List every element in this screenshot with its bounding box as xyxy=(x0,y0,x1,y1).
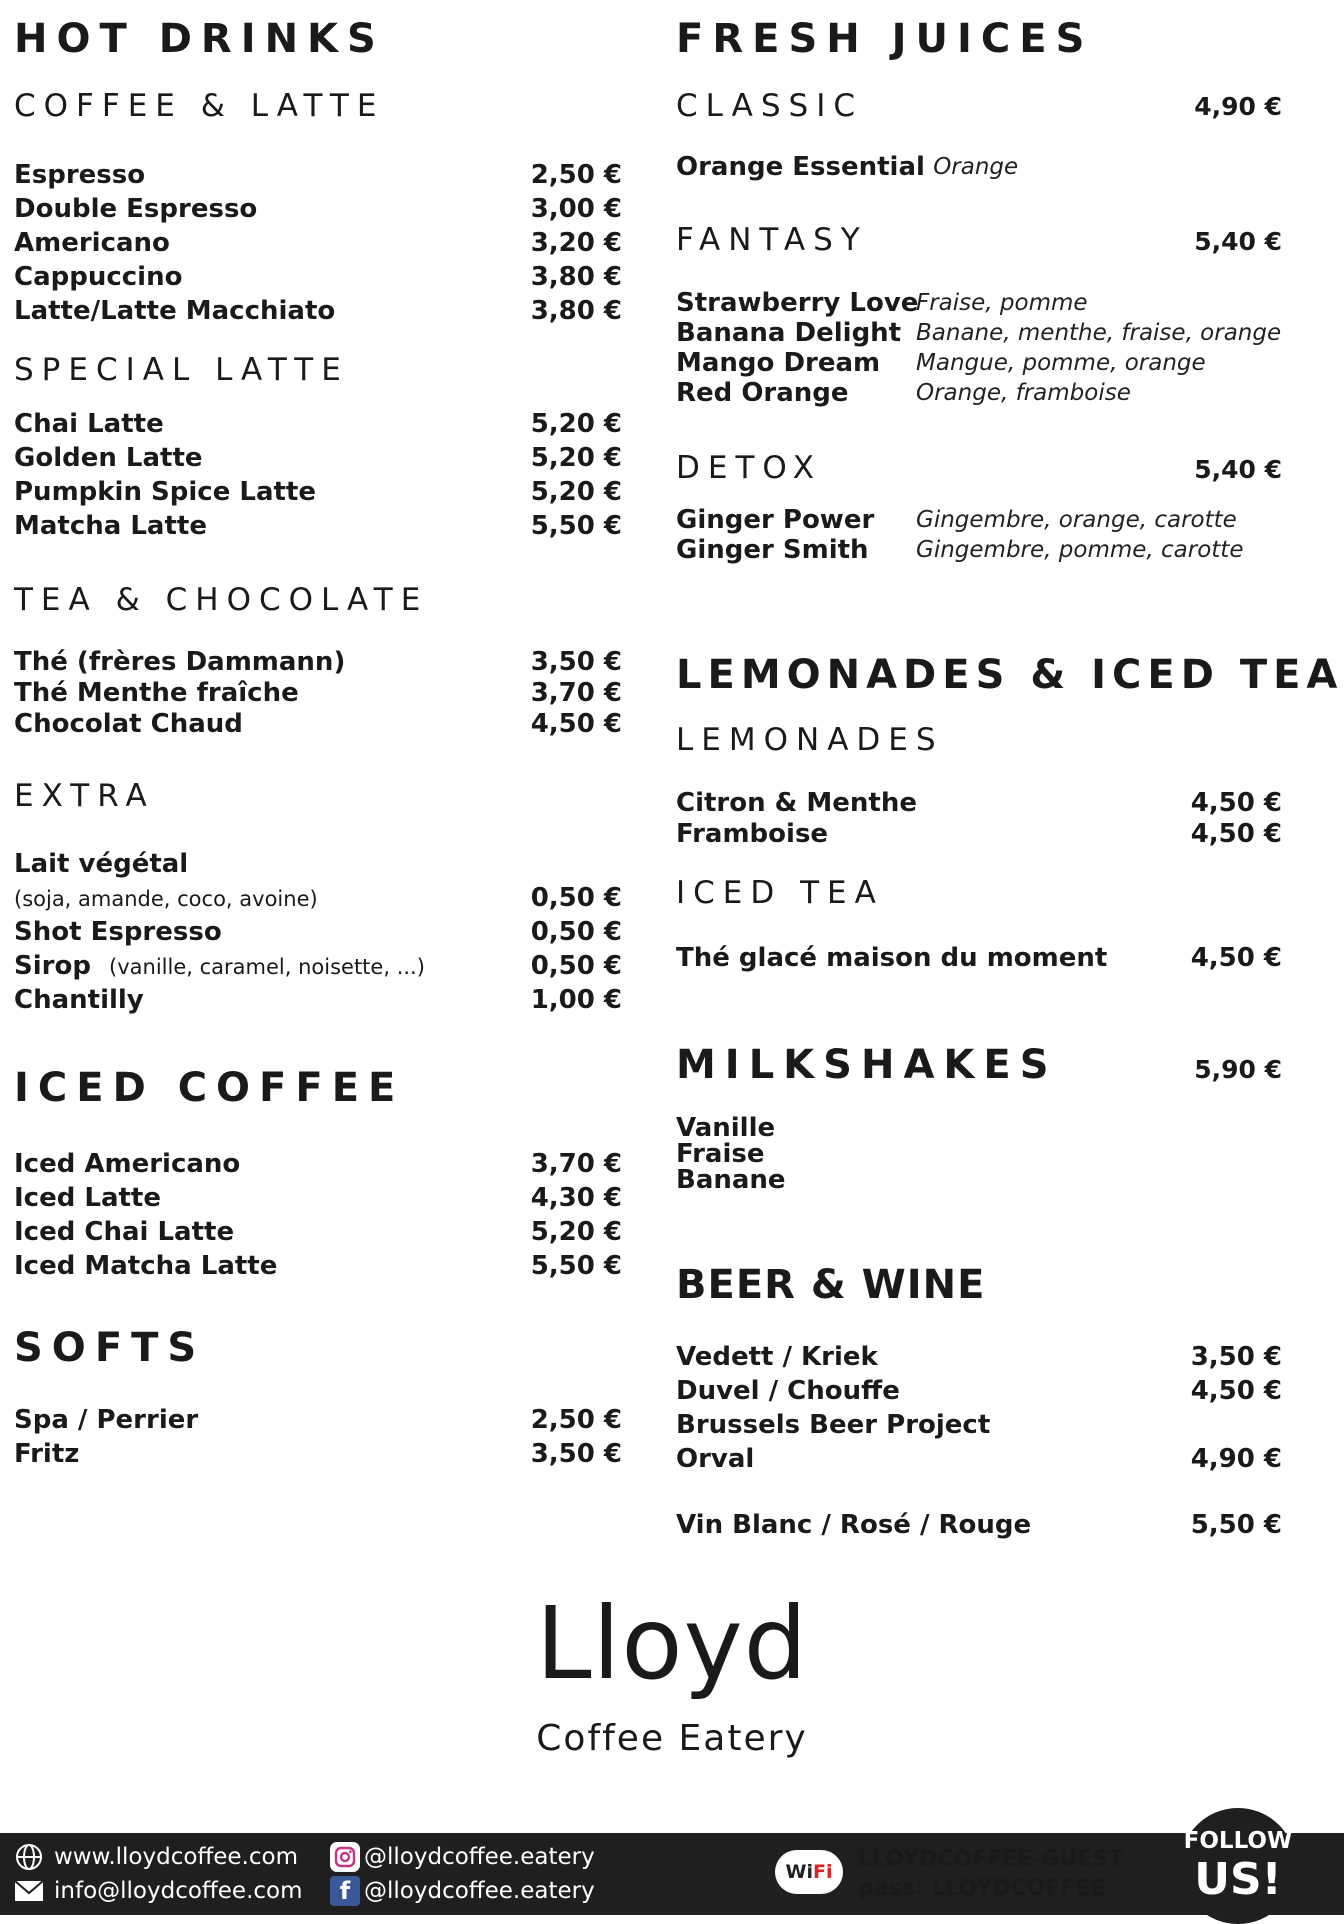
fantasy-price: 5,40 € xyxy=(1194,227,1282,256)
fantasy-list xyxy=(676,288,1282,408)
footer-bar xyxy=(0,1833,1344,1915)
menu-item: Banane xyxy=(676,1165,786,1195)
globe-icon xyxy=(14,1842,44,1872)
menu-item: Orval 4,90 € xyxy=(676,1444,1282,1474)
lemonades-list xyxy=(676,788,1282,850)
right-column xyxy=(676,0,1344,1560)
iced-tea-title: ICED TEA xyxy=(676,875,884,911)
wifi-network: LLOYDCOFFEE-GUEST xyxy=(858,1847,1124,1872)
facebook-icon: f xyxy=(330,1876,360,1906)
menu-item: Thé (frères Dammann) 3,50 € xyxy=(14,647,622,677)
special-latte-list xyxy=(14,407,622,543)
milkshakes-list xyxy=(676,1115,1282,1193)
menu-item: Cappuccino 3,80 € xyxy=(14,262,622,292)
classic-price: 4,90 € xyxy=(1194,92,1282,121)
menu-item: Duvel / Chouffe 4,50 € xyxy=(676,1376,1282,1406)
iced-tea-list xyxy=(676,941,1282,975)
menu-item: (soja, amande, coco, avoine) 0,50 € xyxy=(14,883,622,913)
softs-list xyxy=(14,1403,622,1471)
menu-item: Mango Dream Mangue, pomme, orange xyxy=(676,348,1206,378)
coffee-latte-list xyxy=(14,158,622,328)
menu-item: Iced Latte 4,30 € xyxy=(14,1183,622,1213)
menu-item: Thé glacé maison du moment 4,50 € xyxy=(676,943,1282,973)
detox-list xyxy=(676,505,1282,565)
menu-item: Espresso 2,50 € xyxy=(14,160,622,190)
lemonades-iced-tea-title: LEMONADES & ICED TEA xyxy=(676,652,1344,698)
fresh-juices-title: FRESH JUICES xyxy=(676,16,1094,62)
menu-item: Golden Latte 5,20 € xyxy=(14,443,622,473)
instagram-icon xyxy=(330,1842,360,1872)
extra-title: EXTRA xyxy=(14,778,155,814)
classic-title: CLASSIC xyxy=(676,88,863,124)
extra-list xyxy=(14,847,622,1017)
menu-item: Chocolat Chaud 4,50 € xyxy=(14,709,622,739)
instagram-link[interactable]: @lloydcoffee.eatery xyxy=(330,1842,595,1872)
menu-item: Americano 3,20 € xyxy=(14,228,622,258)
menu-item: Orange Essential Orange xyxy=(676,152,1019,182)
coffee-latte-title: COFFEE & LATTE xyxy=(14,88,385,124)
menu-item: Pumpkin Spice Latte 5,20 € xyxy=(14,477,622,507)
tea-chocolate-list xyxy=(14,647,622,740)
menu-item: Iced Americano 3,70 € xyxy=(14,1149,622,1179)
menu-item: Sirop (vanille, caramel, noisette, ...) 0,50 € xyxy=(14,951,622,981)
softs-title: SOFTS xyxy=(14,1325,206,1371)
wifi-info xyxy=(858,1845,1123,1903)
menu-item: Fraise xyxy=(676,1139,765,1169)
menu-item: Framboise 4,50 € xyxy=(676,819,1282,849)
menu-item: Ginger Power Gingembre, orange, carotte xyxy=(676,505,1237,535)
brand-logo: Lloyd xyxy=(535,1585,809,1702)
mail-icon xyxy=(14,1876,44,1906)
menu-item: Lait végétal xyxy=(14,849,189,879)
special-latte-title: SPECIAL LATTE xyxy=(14,352,349,388)
menu-item: Matcha Latte 5,50 € xyxy=(14,511,622,541)
menu-item: Brussels Beer Project xyxy=(676,1410,991,1440)
classic-list xyxy=(676,152,1282,182)
menu-item: Vanille xyxy=(676,1113,776,1143)
iced-coffee-title: ICED COFFEE xyxy=(14,1065,405,1111)
left-column xyxy=(14,0,622,1500)
menu-item: Red Orange Orange, framboise xyxy=(676,378,1131,408)
tea-chocolate-title: TEA & CHOCOLATE xyxy=(14,582,429,618)
iced-coffee-list xyxy=(14,1147,622,1283)
menu-item: Spa / Perrier 2,50 € xyxy=(14,1405,622,1435)
hot-drinks-title: HOT DRINKS xyxy=(14,16,385,62)
menu-item: Double Espresso 3,00 € xyxy=(14,194,622,224)
menu-item: Iced Matcha Latte 5,50 € xyxy=(14,1251,622,1281)
beer-wine-list xyxy=(676,1340,1282,1542)
beer-wine-title: BEER & WINE xyxy=(676,1262,986,1308)
follow-us-badge[interactable]: FOLLOW US! xyxy=(1180,1808,1296,1924)
menu-item: Strawberry Love Fraise, pomme xyxy=(676,288,1088,318)
detox-title: DETOX xyxy=(676,450,823,486)
menu-item: Thé Menthe fraîche 3,70 € xyxy=(14,678,622,708)
facebook-link[interactable]: f @lloydcoffee.eatery xyxy=(330,1876,595,1906)
wifi-password: pass: LLOYDCOFFEE xyxy=(858,1876,1106,1901)
milkshakes-title: MILKSHAKES xyxy=(676,1042,1058,1088)
detox-price: 5,40 € xyxy=(1194,455,1282,484)
wifi-icon: Wi Fi xyxy=(775,1850,843,1894)
menu-item: Citron & Menthe 4,50 € xyxy=(676,788,1282,818)
menu-item: Iced Chai Latte 5,20 € xyxy=(14,1217,622,1247)
menu-item: Ginger Smith Gingembre, pomme, carotte xyxy=(676,535,1244,565)
menu-item: Chai Latte 5,20 € xyxy=(14,409,622,439)
brand-tagline: Coffee Eatery xyxy=(536,1718,808,1759)
email-link[interactable]: info@lloydcoffee.com xyxy=(14,1876,303,1906)
website-link[interactable]: www.lloydcoffee.com xyxy=(14,1842,298,1872)
menu-item: Vedett / Kriek 3,50 € xyxy=(676,1342,1282,1372)
menu-item: Banana Delight Banane, menthe, fraise, orange xyxy=(676,318,1282,348)
menu-item: Fritz 3,50 € xyxy=(14,1439,622,1469)
menu-item: Vin Blanc / Rosé / Rouge 5,50 € xyxy=(676,1510,1282,1540)
milkshakes-price: 5,90 € xyxy=(1194,1055,1282,1084)
lemonades-title: LEMONADES xyxy=(676,722,944,758)
menu-item: Chantilly 1,00 € xyxy=(14,985,622,1015)
menu-item: Latte/Latte Macchiato 3,80 € xyxy=(14,296,622,326)
fantasy-title: FANTASY xyxy=(676,222,868,258)
menu-item: Shot Espresso 0,50 € xyxy=(14,917,622,947)
